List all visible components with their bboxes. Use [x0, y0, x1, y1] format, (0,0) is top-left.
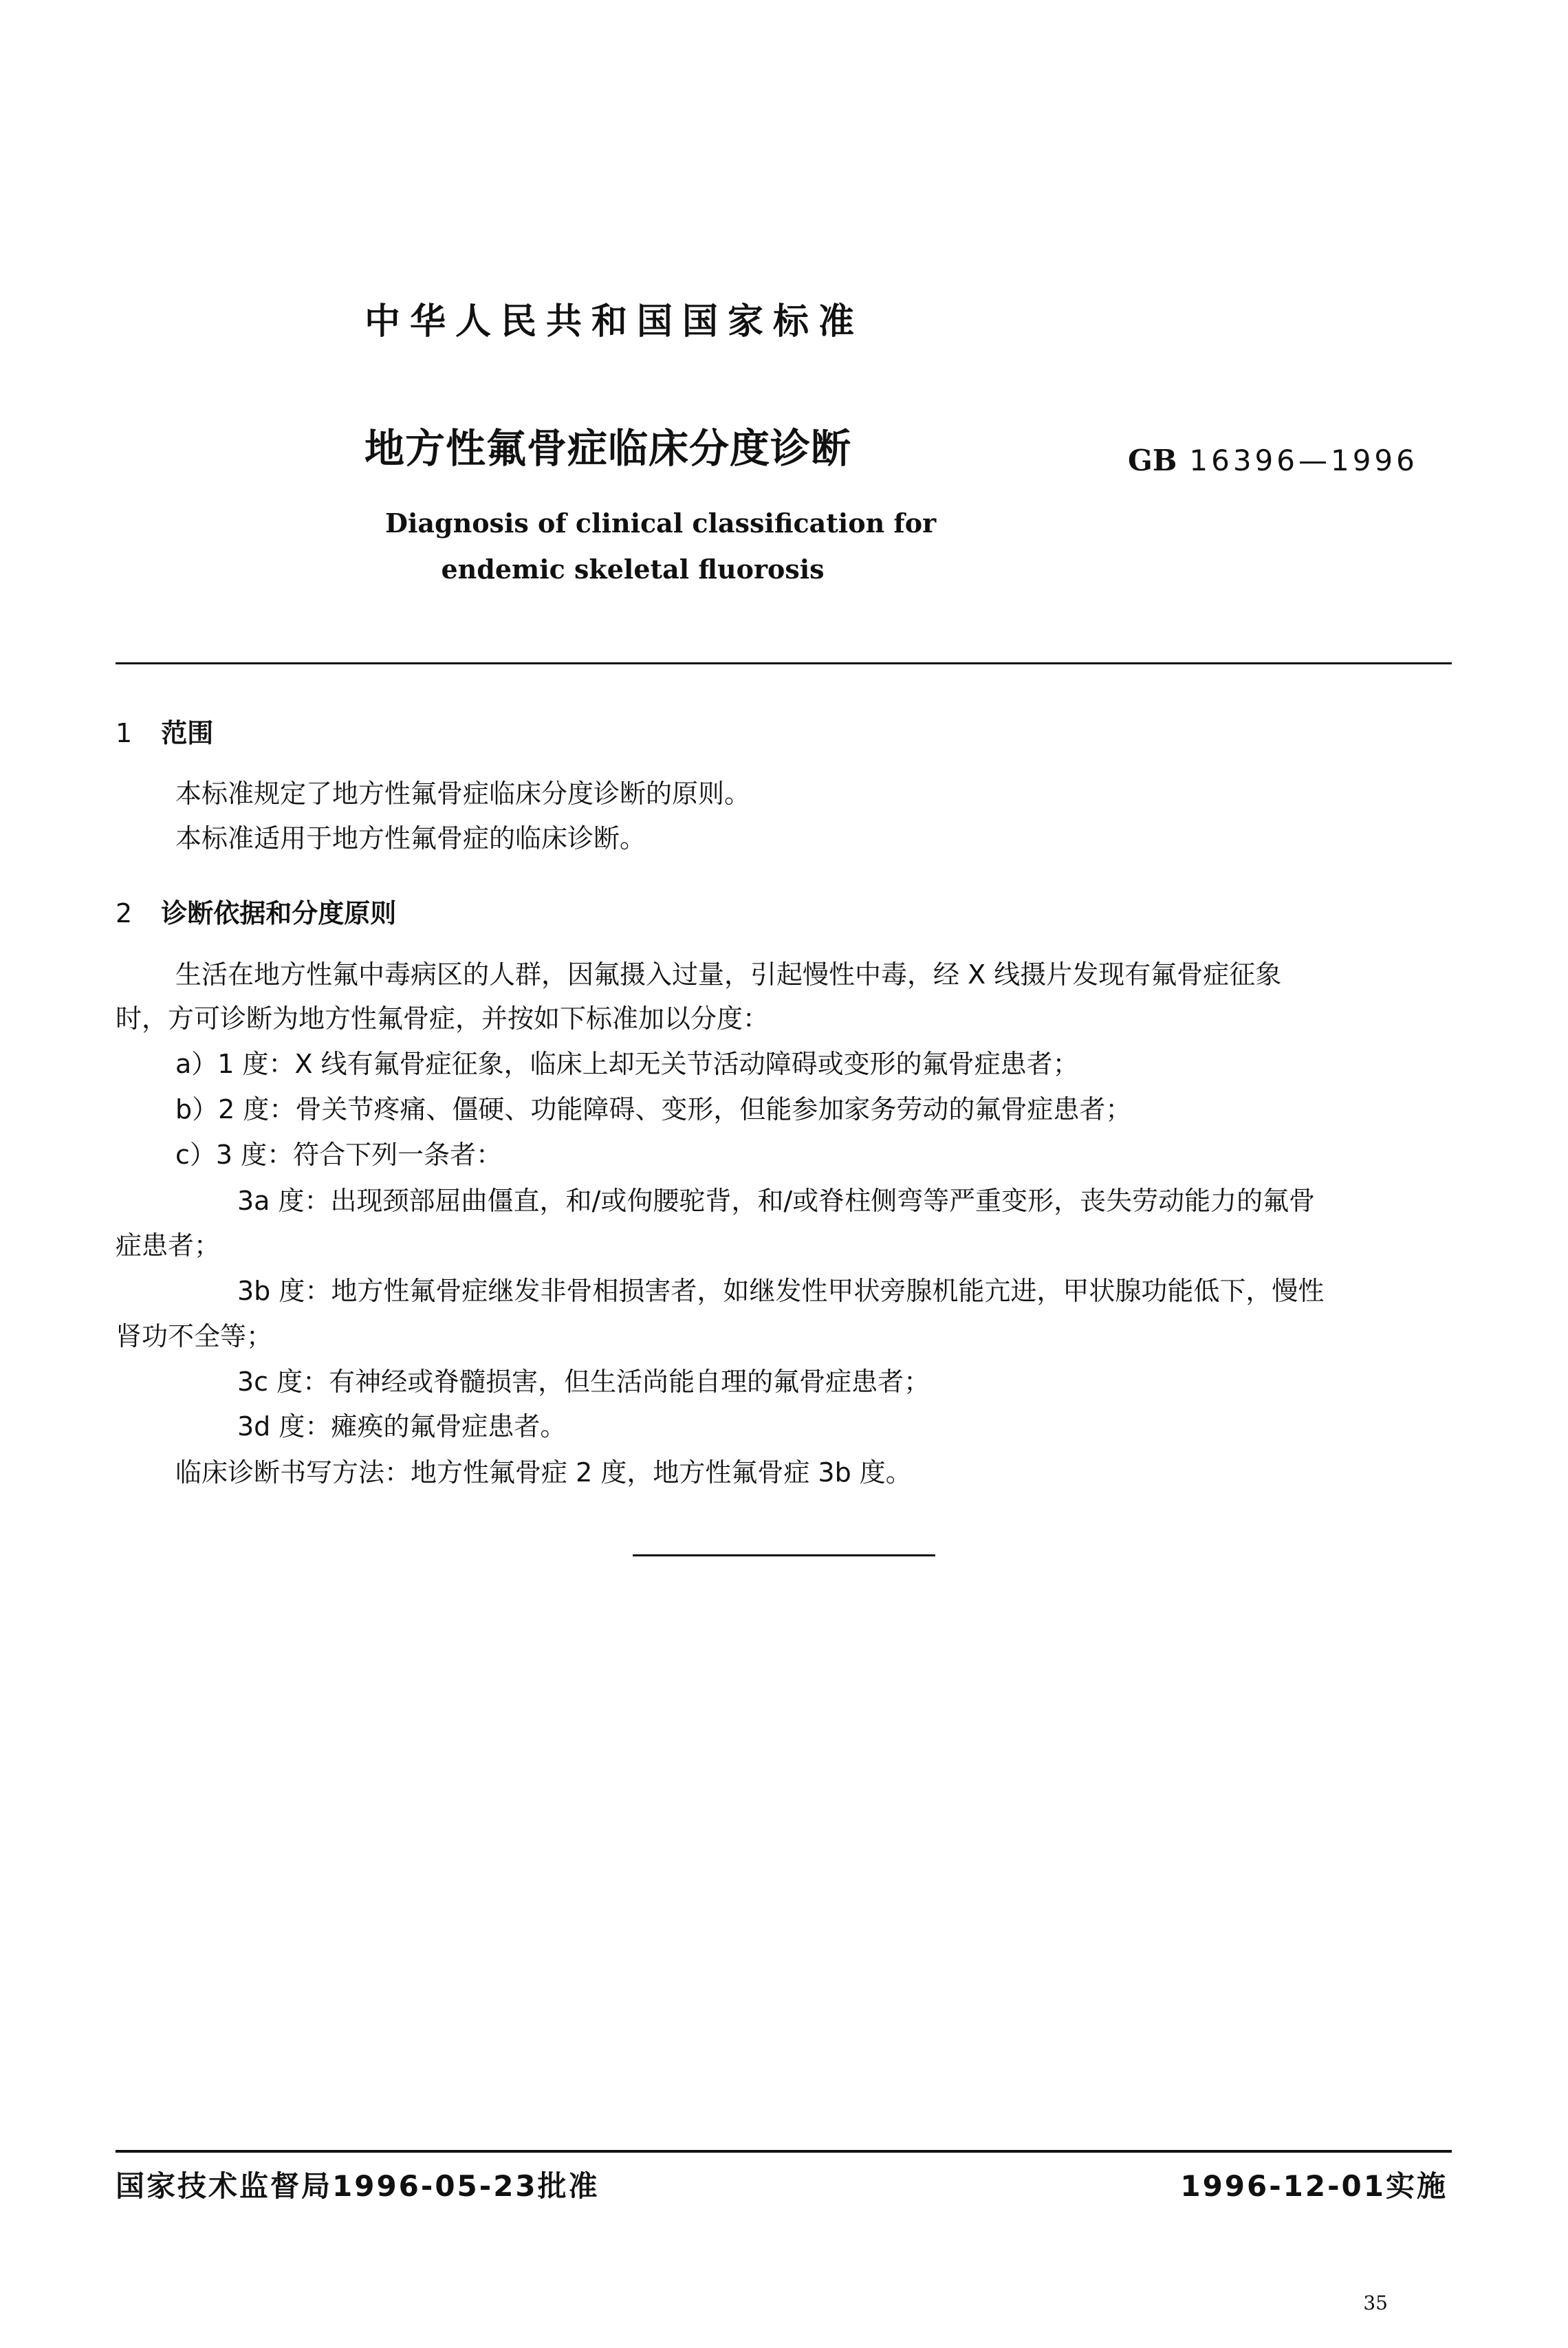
grade-3b-line1: 3b 度：地方性氟骨症继发非骨相损害者，如继发性甲状旁腺机能亢进，甲状腺功能低下，慢性 [237, 1276, 1325, 1306]
section-1-title [116, 712, 213, 750]
grade-3c-item: 3c 度：有神经或脊髓损害，但生活尚能自理的氟骨症患者； [237, 1367, 930, 1397]
document-title-en-line1: Diagnosis of clinical classification for [385, 508, 937, 539]
section-1-label: 范围 [161, 718, 214, 748]
national-standard-heading: 中华人民共和国国家标准 [364, 301, 864, 343]
end-of-text-rule [633, 1554, 935, 1556]
scope-paragraph-1: 本标准规定了地方性氟骨症临床分度诊断的原则。 [175, 779, 751, 809]
criteria-paragraph-line2: 时，方可诊断为地方性氟骨症，并按如下标准加以分度： [116, 1003, 770, 1034]
footer-divider [116, 2150, 1452, 2153]
criteria-paragraph-line1: 生活在地方性氟中毒病区的人群，因氟摄入过量，引起慢性中毒，经 X 线摄片发现有氟骨症征象 [175, 959, 1282, 990]
grade-2-item: b）2 度：骨关节疼痛、僵硬、功能障碍、变形，但能参加家务劳动的氟骨症患者； [175, 1094, 1132, 1124]
standard-number [1128, 444, 1418, 477]
grade-1-item: a）1 度：X 线有氟骨症征象，临床上却无关节活动障碍或变形的氟骨症患者； [175, 1049, 1079, 1079]
grade-3a-line2: 症患者； [116, 1230, 221, 1261]
section-2-title [116, 892, 396, 930]
implementation-date: 1996-12-01实施 [1180, 2169, 1448, 2203]
grade-3d-item: 3d 度：瘫痪的氟骨症患者。 [237, 1411, 567, 1442]
section-2-label: 诊断依据和分度原则 [161, 898, 397, 928]
header-divider [116, 662, 1452, 664]
writing-method: 临床诊断书写方法：地方性氟骨症 2 度，地方性氟骨症 3b 度。 [175, 1457, 912, 1488]
grade-3-item: c）3 度：符合下列一条者： [175, 1140, 503, 1170]
grade-3a-line1: 3a 度：出现颈部屈曲僵直，和/或佝腰驼背，和/或脊柱侧弯等严重变形，丧失劳动能力的氟骨 [237, 1186, 1316, 1216]
standard-prefix: GB [1128, 444, 1177, 477]
grade-3b-line2: 肾功不全等； [116, 1321, 273, 1351]
standard-code: 16396—1996 [1189, 444, 1418, 477]
document-title-en-line2: endemic skeletal fluorosis [441, 554, 825, 585]
section-2-number: 2 [116, 898, 133, 928]
document-title-cn: 地方性氟骨症临床分度诊断 [364, 425, 852, 472]
page-number: 35 [1363, 2292, 1388, 2314]
section-1-number: 1 [116, 718, 133, 748]
scope-paragraph-2: 本标准适用于地方性氟骨症的临床诊断。 [175, 823, 646, 854]
approval-date: 国家技术监督局1996-05-23批准 [116, 2169, 600, 2203]
